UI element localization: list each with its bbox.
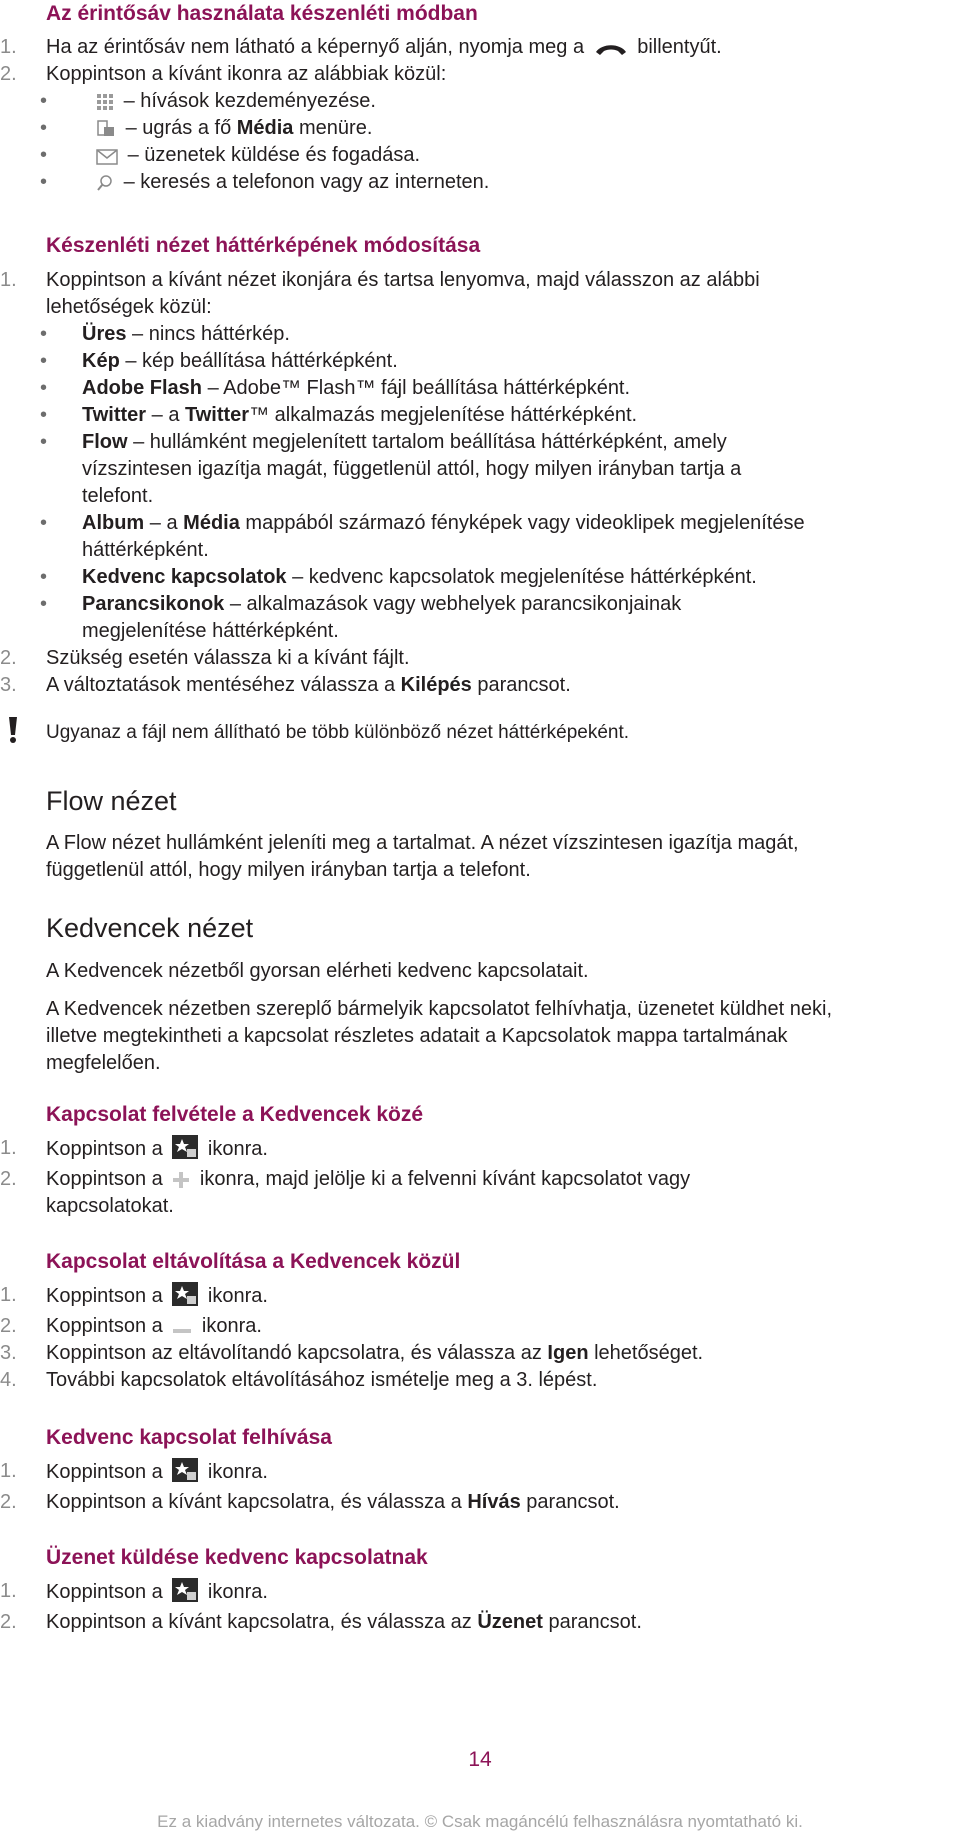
procedure-title-touchbar: Az érintősáv használata készenléti módban <box>46 2 478 25</box>
bullet-mark: • <box>40 90 48 112</box>
bullet-mark: • <box>40 144 48 166</box>
favorites-icon <box>172 1458 198 1490</box>
step-number: 3. <box>0 674 17 696</box>
plus-icon <box>172 1170 190 1197</box>
procedure-title-call-favorite: Kedvenc kapcsolat felhívása <box>46 1426 332 1449</box>
step-number: 1. <box>0 36 17 58</box>
step-number: 1. <box>0 1137 17 1159</box>
bullet-mark: • <box>40 404 48 426</box>
step-number: 2. <box>0 1168 17 1190</box>
search-icon <box>96 173 114 200</box>
note-text: Ugyanaz a fájl nem állítható be több különböző nézet háttérképeként. <box>46 722 630 743</box>
procedure-title-remove-favorite: Kapcsolat eltávolítása a Kedvencek közül <box>46 1250 461 1273</box>
step-text: lehetőségek közül: <box>46 296 212 318</box>
procedure-title-add-favorite: Kapcsolat felvétele a Kedvencek közé <box>46 1103 424 1126</box>
section-heading-favorites: Kedvencek nézet <box>46 913 254 943</box>
paragraph: megfelelően. <box>46 1052 161 1074</box>
step-number: 2. <box>0 647 17 669</box>
procedure-title-wallpaper: Készenléti nézet háttérképének módosítása <box>46 234 481 257</box>
favorites-icon <box>172 1135 198 1167</box>
bullet-mark: • <box>40 323 48 345</box>
bullet-mark: • <box>40 171 48 193</box>
step-text: Koppintson a kívánt ikonra az alábbiak közül: <box>46 63 447 85</box>
step-number: 1. <box>0 1460 17 1482</box>
bullet-mark: • <box>40 117 48 139</box>
footer-notice: Ez a kiadvány internetes változata. © Csak magáncélú felhasználásra nyomtatható ki. <box>157 1812 803 1831</box>
paragraph: illetve megtekintheti a kapcsolat részletes adatait a Kapcsolatok mappa tartalmának <box>46 1025 788 1047</box>
page-number: 14 <box>468 1748 492 1771</box>
bullet-mark: • <box>40 593 48 615</box>
bullet-mark: • <box>40 377 48 399</box>
step-number: 2. <box>0 1491 17 1513</box>
section-heading-flow: Flow nézet <box>46 786 177 816</box>
step-text: Ha az érintősáv nem látható a képernyő alján, nyomja meg a <box>46 36 585 58</box>
bullet-mark: • <box>40 566 48 588</box>
step-number: 2. <box>0 63 17 85</box>
exclamation-icon <box>6 715 20 745</box>
step-number: 2. <box>0 1611 17 1633</box>
step-number: 1. <box>0 269 17 291</box>
step-number: 2. <box>0 1315 17 1337</box>
procedure-title-message-favorite: Üzenet küldése kedvenc kapcsolatnak <box>46 1546 428 1569</box>
manual-page: Az érintősáv használata készenléti módban 1. Ha az érintősáv nem látható a képernyő alján, nyomja meg a billentyűt. 2. Koppintson a kívánt ikonra az alábbiak közül: • – hívások kezdeményezése. • – ugrás a fő Média menüre. • – üzenetek küldése és fogadása. • – keresés a telefonon vagy az interneten. Készenléti nézet háttérképének módosítása 1. Koppintson a kívánt nézet ikonjára és tartsa lenyomva, majd válasszon az alábbi lehetőségek közül: • Üres – nincs háttérkép. • Kép – kép beállítása háttérképként. • Adobe Flash – Adobe™ Flash™ fájl beállítása háttérképként. • Twitter – a Twitter™ alkalmazás megjelenítése háttérképként. • Flow – hullámként megjelenített tartalom beállítása háttérképként, amely vízszintesen igazítja magát, függetlenül attól, hogy milyen irányban tartja a telefont. • Album – a Média mappából származó fényképek vagy videoklipek megjelenítése háttérképként. • Kedvenc kapcsolatok – kedvenc kapcsolatok megjelenítése háttérképként. • Parancsikonok – alkalmazások vagy webhelyek parancsikonjainak megjelenítése háttérképként. 2. Szükség esetén válassza ki a kívánt fájlt. 3. A változtatások mentéséhez válassza a Kilépés parancsot. Ugyanaz a fájl nem állítható be több különböző nézet háttérképeként. Flow nézet A Flow nézet hullámként jeleníti meg a tartalmat. A nézet vízszintesen igazítja magát, függetlenül attól, hogy milyen irányban tartja a telefont. Kedvencek nézet A Kedvencek nézetből gyorsan elérheti kedvenc kapcsolatait. A Kedvencek nézetben szereplő bármelyik kapcsolatot felhívhatja, üzenetet küldhet neki, illetve megtekintheti a kapcsolat részletes adatait a Kapcsolatok mappa tartalmának megfelelően. Kapcsolat felvétele a Kedvencek közé 1. Koppintson a ikonra. 2. Koppintson a ikonra, majd jelölje ki a felvenni kívánt kapcsolatot vagy kapcsolatokat. Kapcsolat eltávolítása a Kedvencek közül 1. Koppintson a ikonra. 2. Koppintson a ikonra. 3. Koppintson az eltávolítandó kapcsolatra, és válassza az Igen lehetőséget. 4. További kapcsolatok eltávolításához ismételje meg a 3. lépést. Kedvenc kapcsolat felhívása 1. Koppintson a ikonra. 2. Koppintson a kívánt kapcsolatra, és válassza a Hívás parancsot. Üzenet küldése kedvenc kapcsolatnak 1. Koppintson a ikonra. 2. Koppintson a kívánt kapcsolatra, és válassza az Üzenet parancsot. 14 Ez a kiadvány internetes változata. © Csak magáncélú felhasználásra nyomtatható ki. <box>0 0 960 1842</box>
step-number: 1. <box>0 1580 17 1602</box>
step-number: 1. <box>0 1284 17 1306</box>
bullet-mark: • <box>40 512 48 534</box>
favorites-icon <box>172 1282 198 1314</box>
paragraph: függetlenül attól, hogy milyen irányban tartja a telefont. <box>46 859 531 881</box>
bullet-mark: • <box>40 431 48 453</box>
step-number: 4. <box>0 1369 17 1391</box>
end-call-key-icon <box>594 38 628 65</box>
step-number: 3. <box>0 1342 17 1364</box>
paragraph: A Flow nézet hullámként jeleníti meg a tartalmat. A nézet vízszintesen igazítja magát, <box>46 832 799 854</box>
favorites-icon <box>172 1578 198 1610</box>
paragraph: A Kedvencek nézetben szereplő bármelyik kapcsolatot felhívhatja, üzenetet küldhet neki, <box>46 998 833 1020</box>
step-text: billentyűt. <box>637 36 722 58</box>
paragraph: A Kedvencek nézetből gyorsan elérheti kedvenc kapcsolatait. <box>46 960 589 982</box>
bullet-mark: • <box>40 350 48 372</box>
